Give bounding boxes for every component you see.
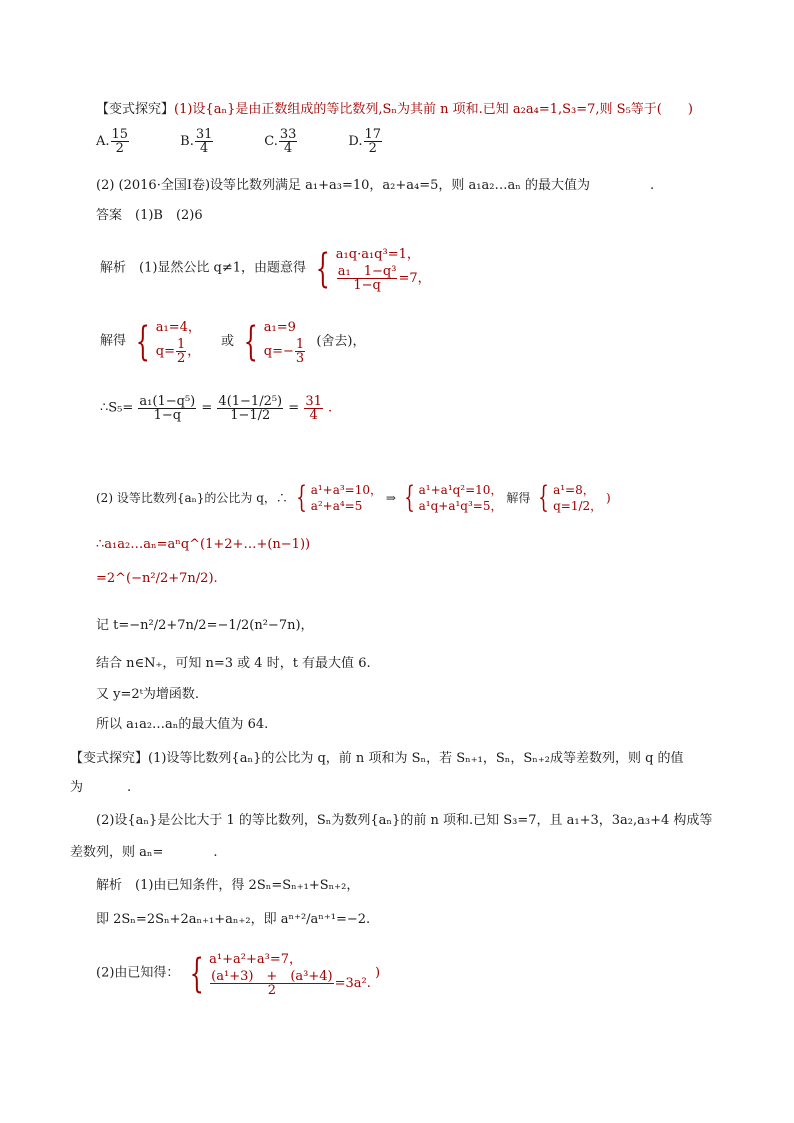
q2-solution-1: 解析 (1)由已知条件，得 2Sₙ=Sₙ₊₁+Sₙ₊₂， [96,878,360,893]
solution-line-5: ∴a₁a₂…aₙ=aⁿq^(1+2+…+(n−1)) [96,537,311,552]
q1-heading: 【变式探究】 [96,102,175,117]
solution-line-9: 又 y=2ᵗ为增函数. [96,687,199,702]
q2-solution-2: 即 2Sₙ=2Sₙ+2aₙ₊₁+aₙ₊₂，即 aⁿ⁺²/aⁿ⁺¹=−2. [96,912,371,927]
q2-line-1b: 为 . [70,780,132,795]
q1-part2: (2) (2016·全国Ⅰ卷)设等比数列满足 a₁+a₃=10，a₂+a₄=5，则 a₁a₂…aₙ 的最大值为 . [96,178,655,193]
solution-line-3: ∴S₅= $\frac{\text{a₁(1−q⁵)}}{1-q}$ = $\frac{\text{4(1−1/2⁵)}}{1-1/2}$ = $\frac{31}{4}$ . [100,394,333,423]
q1-answer: 答案 (1)B (2)6 [96,208,203,223]
q1-stem: (1)设{aₙ}是由正数组成的等比数列,Sₙ为其前 n 项和.已知 a₂a₄=1,S₃=7,则 S₅等于( ) [174,102,693,117]
option-b: B. $\frac{31}{4}$ [180,127,213,156]
option-c: C. $\frac{33}{4}$ [264,127,297,156]
solution-line-2: 解得 { a₁=4， q= $\frac{1}{2}$ ， 或 { a₁=9 q=− $\frac{1}{3}$ (舍去)， [100,318,366,366]
q2-line-2b: 差数列，则 aₙ= . [70,845,218,860]
option-a: A. $\frac{15}{2}$ [96,127,129,156]
solution-line-8: 结合 n∈N₊，可知 n=3 或 4 时，t 有最大值 6. [96,656,371,671]
q2-line-2: (2)设{aₙ}是公比大于 1 的等比数列，Sₙ为数列{aₙ}的前 n 项和.已知 S₃=7，且 a₁+3，3a₂,a₃+4 构成等 [96,813,713,828]
solution-line-4: (2) 设等比数列{aₙ}的公比为 q，∴ { a¹+a³=10， a²+a⁴=5 ⇒ { a¹+a¹q²=10， a¹q+a¹q³=5， 解得 { a¹=8， q=1/2， ) [96,480,611,515]
q1-options [96,128,428,155]
solution-line-1: 解析 (1)显然公比 q≠1，由题意得 { a₁q·a₁q³=1， $\frac{\text{a₁ 1−q³}}{1-q}$ =7， [100,245,431,293]
option-d: D. $\frac{17}{2}$ [348,127,382,156]
system-1: a₁q·a₁q³=1， $\frac{\text{a₁ 1−q³}}{1-q}$ =7， [335,247,431,293]
solution-line-7: 记 t=−n²/2+7n/2=−1/2(n²−7n)， [96,618,314,633]
q2-line-1: 【变式探究】(1)设等比数列{aₙ}的公比为 q，前 n 项和为 Sₙ，若 Sₙ₊₁，Sₙ，Sₙ₊₂成等差数列，则 q 的值 [70,751,684,766]
solution-line-10: 所以 a₁a₂…aₙ的最大值为 64. [96,717,269,732]
q2-solution-3: (2)由已知得： { a¹+a²+a³=7， $\frac{\text{(a¹+3) + (a³+4)}}{2}$ =3a². ) [96,950,381,998]
solution-line-6: =2^(−n²/2+7n/2). [96,571,218,586]
q1-line [96,101,693,119]
